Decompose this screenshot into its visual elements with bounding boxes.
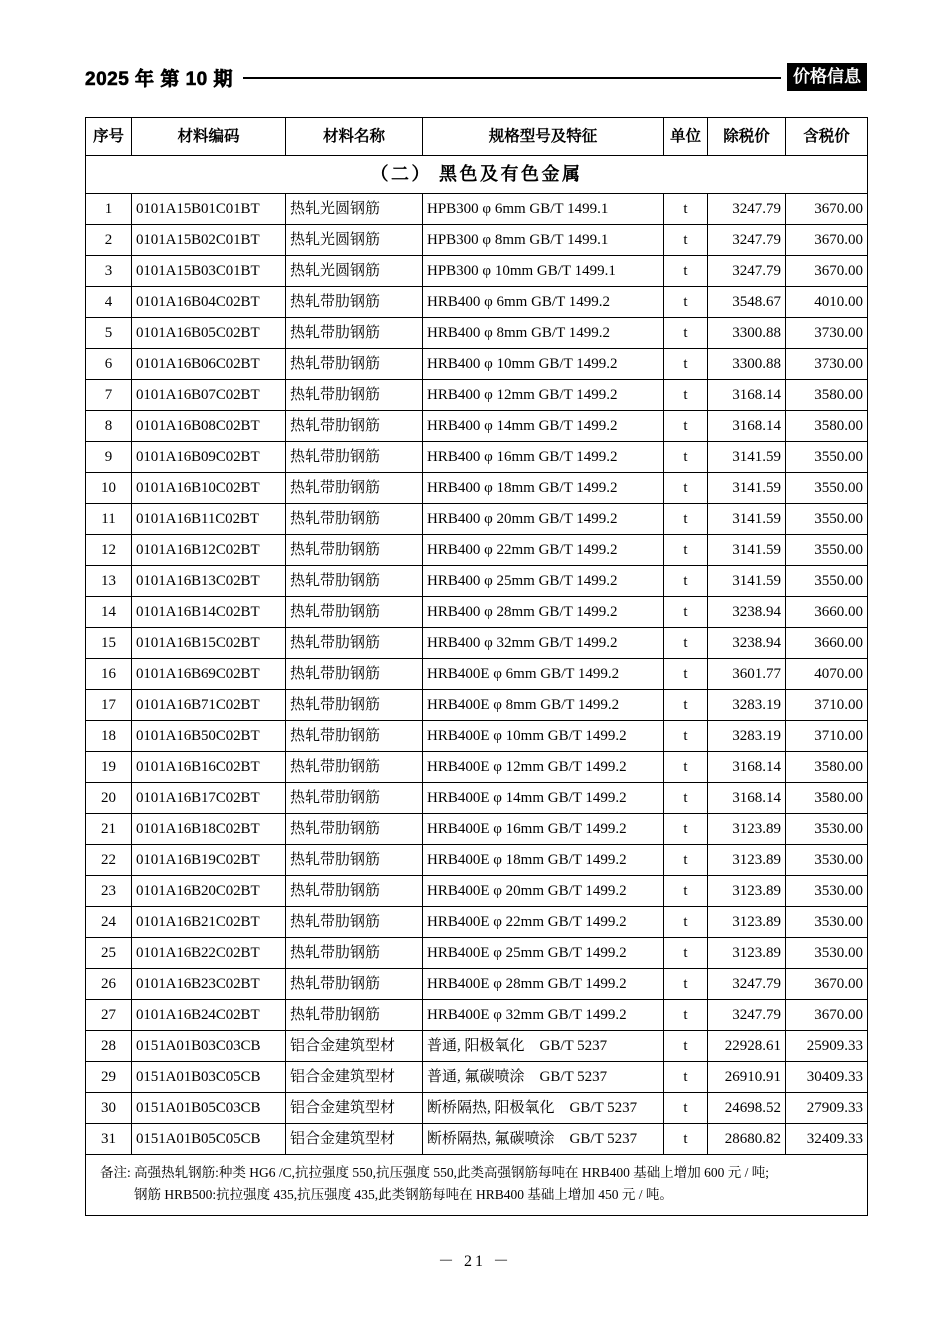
table-row [86,1093,868,1124]
cell-name: 热轧带肋钢筋 [286,814,423,845]
cell-spec: HRB400 φ 22mm GB/T 1499.2 [423,535,664,566]
cell-seq: 24 [86,907,132,938]
cell-code: 0101A16B14C02BT [132,597,286,628]
table-row [86,194,868,225]
cell-seq: 10 [86,473,132,504]
cell-ex-tax: 3123.89 [708,845,786,876]
cell-code: 0101A16B12C02BT [132,535,286,566]
cell-unit: t [664,1062,708,1093]
cell-unit: t [664,876,708,907]
cell-seq: 8 [86,411,132,442]
cell-ex-tax: 3238.94 [708,628,786,659]
publication-badge: 价格信息 [787,63,867,91]
running-header [85,62,867,92]
cell-ex-tax: 3123.89 [708,907,786,938]
cell-seq: 29 [86,1062,132,1093]
table-row [86,597,868,628]
cell-seq: 9 [86,442,132,473]
cell-name: 热轧带肋钢筋 [286,349,423,380]
table-row [86,225,868,256]
cell-code: 0101A16B21C02BT [132,907,286,938]
cell-seq: 2 [86,225,132,256]
cell-name: 热轧带肋钢筋 [286,535,423,566]
cell-unit: t [664,938,708,969]
table-row [86,690,868,721]
cell-ex-tax: 3123.89 [708,938,786,969]
cell-code: 0101A16B50C02BT [132,721,286,752]
cell-seq: 21 [86,814,132,845]
cell-spec: HPB300 φ 8mm GB/T 1499.1 [423,225,664,256]
section-title: （二） 黑色及有色金属 [86,156,868,194]
cell-spec: HRB400E φ 20mm GB/T 1499.2 [423,876,664,907]
cell-name: 热轧带肋钢筋 [286,318,423,349]
cell-name: 热轧带肋钢筋 [286,473,423,504]
cell-spec: 普通, 氟碳喷涂 GB/T 5237 [423,1062,664,1093]
cell-name: 热轧带肋钢筋 [286,628,423,659]
cell-seq: 25 [86,938,132,969]
cell-ex-tax: 3168.14 [708,380,786,411]
note-line-2: 钢筋 HRB500:抗拉强度 435,抗压强度 435,此类钢筋每吨在 HRB400 基础上增加 450 元 / 吨。 [134,1187,673,1203]
cell-name: 铝合金建筑型材 [286,1031,423,1062]
cell-unit: t [664,473,708,504]
column-header-inc-tax: 含税价 [786,118,868,156]
cell-ex-tax: 3247.79 [708,256,786,287]
table-row [86,504,868,535]
cell-seq: 5 [86,318,132,349]
cell-inc-tax: 3580.00 [786,752,868,783]
cell-code: 0101A16B05C02BT [132,318,286,349]
cell-inc-tax: 27909.33 [786,1093,868,1124]
cell-seq: 12 [86,535,132,566]
cell-inc-tax: 3580.00 [786,411,868,442]
cell-name: 热轧光圆钢筋 [286,194,423,225]
cell-ex-tax: 3247.79 [708,225,786,256]
cell-unit: t [664,752,708,783]
section-title-row [86,156,868,194]
cell-code: 0101A16B10C02BT [132,473,286,504]
cell-seq: 1 [86,194,132,225]
table-row [86,1124,868,1155]
cell-seq: 4 [86,287,132,318]
column-header-unit: 单位 [664,118,708,156]
cell-name: 热轧带肋钢筋 [286,287,423,318]
cell-seq: 31 [86,1124,132,1155]
cell-name: 热轧带肋钢筋 [286,566,423,597]
table-row [86,256,868,287]
table-row [86,814,868,845]
cell-seq: 19 [86,752,132,783]
cell-spec: HRB400E φ 18mm GB/T 1499.2 [423,845,664,876]
table-body [86,156,868,1155]
cell-ex-tax: 24698.52 [708,1093,786,1124]
table-row [86,969,868,1000]
cell-spec: HRB400E φ 10mm GB/T 1499.2 [423,721,664,752]
cell-ex-tax: 3283.19 [708,690,786,721]
table-row [86,845,868,876]
table-row [86,535,868,566]
note-line-1: 备注: 高强热轧钢筋:种类 HG6 /C,抗拉强度 550,抗压强度 550,此类高强钢筋每吨在 HRB400 基础上增加 600 元 / 吨; [100,1165,770,1180]
cell-unit: t [664,380,708,411]
cell-spec: HRB400E φ 14mm GB/T 1499.2 [423,783,664,814]
cell-name: 热轧带肋钢筋 [286,938,423,969]
cell-name: 热轧带肋钢筋 [286,659,423,690]
page-number: － 21 － [437,1253,512,1270]
cell-name: 热轧带肋钢筋 [286,442,423,473]
cell-unit: t [664,225,708,256]
cell-spec: HRB400E φ 32mm GB/T 1499.2 [423,1000,664,1031]
cell-spec: HRB400E φ 28mm GB/T 1499.2 [423,969,664,1000]
table-row [86,659,868,690]
cell-name: 铝合金建筑型材 [286,1062,423,1093]
cell-code: 0101A16B06C02BT [132,349,286,380]
cell-unit: t [664,597,708,628]
cell-seq: 6 [86,349,132,380]
cell-spec: HRB400 φ 8mm GB/T 1499.2 [423,318,664,349]
cell-name: 热轧带肋钢筋 [286,969,423,1000]
cell-spec: HRB400 φ 32mm GB/T 1499.2 [423,628,664,659]
cell-spec: HRB400E φ 16mm GB/T 1499.2 [423,814,664,845]
cell-spec: HRB400E φ 22mm GB/T 1499.2 [423,907,664,938]
cell-ex-tax: 3548.67 [708,287,786,318]
cell-code: 0101A15B03C01BT [132,256,286,287]
cell-unit: t [664,721,708,752]
table-row [86,876,868,907]
cell-inc-tax: 4010.00 [786,287,868,318]
cell-inc-tax: 30409.33 [786,1062,868,1093]
cell-ex-tax: 3141.59 [708,535,786,566]
cell-code: 0101A16B13C02BT [132,566,286,597]
table-row [86,1031,868,1062]
cell-code: 0101A15B02C01BT [132,225,286,256]
cell-inc-tax: 3530.00 [786,938,868,969]
table-header-row [86,118,868,156]
cell-seq: 30 [86,1093,132,1124]
table-row [86,411,868,442]
cell-ex-tax: 3168.14 [708,752,786,783]
cell-seq: 14 [86,597,132,628]
cell-unit: t [664,1093,708,1124]
cell-name: 热轧带肋钢筋 [286,1000,423,1031]
cell-spec: HRB400E φ 8mm GB/T 1499.2 [423,690,664,721]
cell-spec: 普通, 阳极氧化 GB/T 5237 [423,1031,664,1062]
cell-inc-tax: 3550.00 [786,473,868,504]
price-table [85,117,868,1216]
cell-seq: 18 [86,721,132,752]
cell-code: 0101A16B18C02BT [132,814,286,845]
cell-code: 0101A16B19C02BT [132,845,286,876]
cell-ex-tax: 28680.82 [708,1124,786,1155]
cell-unit: t [664,411,708,442]
cell-ex-tax: 3123.89 [708,876,786,907]
cell-inc-tax: 3710.00 [786,721,868,752]
cell-ex-tax: 3141.59 [708,504,786,535]
table-row [86,318,868,349]
cell-inc-tax: 3580.00 [786,783,868,814]
cell-inc-tax: 3580.00 [786,380,868,411]
cell-inc-tax: 3730.00 [786,349,868,380]
cell-spec: 断桥隔热, 氟碳喷涂 GB/T 5237 [423,1124,664,1155]
cell-code: 0101A15B01C01BT [132,194,286,225]
cell-spec: HRB400 φ 25mm GB/T 1499.2 [423,566,664,597]
cell-unit: t [664,659,708,690]
cell-seq: 15 [86,628,132,659]
cell-name: 热轧带肋钢筋 [286,721,423,752]
cell-ex-tax: 3300.88 [708,349,786,380]
table-row [86,938,868,969]
column-header-seq: 序号 [86,118,132,156]
cell-seq: 23 [86,876,132,907]
cell-code: 0101A16B17C02BT [132,783,286,814]
cell-ex-tax: 3300.88 [708,318,786,349]
cell-ex-tax: 3283.19 [708,721,786,752]
cell-unit: t [664,318,708,349]
cell-inc-tax: 4070.00 [786,659,868,690]
table-row [86,907,868,938]
cell-inc-tax: 3660.00 [786,597,868,628]
cell-unit: t [664,535,708,566]
cell-name: 热轧带肋钢筋 [286,690,423,721]
cell-ex-tax: 3238.94 [708,597,786,628]
column-header-name: 材料名称 [286,118,423,156]
cell-unit: t [664,1124,708,1155]
cell-ex-tax: 3141.59 [708,566,786,597]
cell-code: 0101A16B04C02BT [132,287,286,318]
cell-inc-tax: 3660.00 [786,628,868,659]
cell-spec: HRB400 φ 28mm GB/T 1499.2 [423,597,664,628]
cell-unit: t [664,194,708,225]
table-row [86,1000,868,1031]
cell-ex-tax: 3247.79 [708,1000,786,1031]
cell-inc-tax: 3530.00 [786,814,868,845]
cell-inc-tax: 3550.00 [786,442,868,473]
cell-code: 0151A01B03C05CB [132,1062,286,1093]
cell-code: 0101A16B71C02BT [132,690,286,721]
cell-name: 热轧带肋钢筋 [286,380,423,411]
cell-inc-tax: 3550.00 [786,566,868,597]
cell-inc-tax: 3670.00 [786,969,868,1000]
cell-unit: t [664,566,708,597]
cell-inc-tax: 3670.00 [786,256,868,287]
cell-seq: 11 [86,504,132,535]
table-row [86,380,868,411]
cell-seq: 20 [86,783,132,814]
cell-ex-tax: 3141.59 [708,473,786,504]
cell-inc-tax: 3530.00 [786,876,868,907]
cell-name: 热轧光圆钢筋 [286,225,423,256]
cell-ex-tax: 26910.91 [708,1062,786,1093]
column-header-spec: 规格型号及特征 [423,118,664,156]
cell-unit: t [664,256,708,287]
cell-code: 0101A16B07C02BT [132,380,286,411]
cell-unit: t [664,845,708,876]
table-row [86,442,868,473]
header-rule [243,77,781,79]
cell-spec: HRB400E φ 12mm GB/T 1499.2 [423,752,664,783]
cell-spec: HRB400 φ 16mm GB/T 1499.2 [423,442,664,473]
cell-inc-tax: 3670.00 [786,194,868,225]
table-row [86,721,868,752]
cell-spec: HRB400 φ 20mm GB/T 1499.2 [423,504,664,535]
cell-spec: HRB400 φ 18mm GB/T 1499.2 [423,473,664,504]
cell-ex-tax: 3247.79 [708,194,786,225]
cell-code: 0151A01B05C05CB [132,1124,286,1155]
cell-name: 热轧光圆钢筋 [286,256,423,287]
cell-name: 热轧带肋钢筋 [286,411,423,442]
cell-name: 热轧带肋钢筋 [286,907,423,938]
cell-name: 热轧带肋钢筋 [286,876,423,907]
cell-seq: 28 [86,1031,132,1062]
cell-name: 铝合金建筑型材 [286,1124,423,1155]
cell-code: 0151A01B05C03CB [132,1093,286,1124]
cell-seq: 27 [86,1000,132,1031]
cell-code: 0151A01B03C03CB [132,1031,286,1062]
cell-unit: t [664,504,708,535]
table-row [86,349,868,380]
cell-name: 热轧带肋钢筋 [286,597,423,628]
cell-name: 热轧带肋钢筋 [286,752,423,783]
table-row [86,783,868,814]
table-row [86,287,868,318]
cell-code: 0101A16B08C02BT [132,411,286,442]
cell-name: 铝合金建筑型材 [286,1093,423,1124]
cell-inc-tax: 3550.00 [786,504,868,535]
cell-code: 0101A16B16C02BT [132,752,286,783]
cell-spec: HRB400 φ 6mm GB/T 1499.2 [423,287,664,318]
table-row [86,752,868,783]
cell-unit: t [664,1000,708,1031]
cell-inc-tax: 32409.33 [786,1124,868,1155]
note-row [86,1155,868,1216]
cell-ex-tax: 3601.77 [708,659,786,690]
cell-name: 热轧带肋钢筋 [286,845,423,876]
cell-code: 0101A16B09C02BT [132,442,286,473]
cell-unit: t [664,287,708,318]
cell-code: 0101A16B24C02BT [132,1000,286,1031]
cell-seq: 3 [86,256,132,287]
cell-ex-tax: 3247.79 [708,969,786,1000]
cell-ex-tax: 3123.89 [708,814,786,845]
cell-spec: HRB400 φ 12mm GB/T 1499.2 [423,380,664,411]
cell-inc-tax: 25909.33 [786,1031,868,1062]
cell-inc-tax: 3530.00 [786,845,868,876]
column-header-ex-tax: 除税价 [708,118,786,156]
cell-unit: t [664,349,708,380]
table-row [86,473,868,504]
cell-code: 0101A16B11C02BT [132,504,286,535]
cell-ex-tax: 3168.14 [708,411,786,442]
cell-code: 0101A16B15C02BT [132,628,286,659]
cell-ex-tax: 3168.14 [708,783,786,814]
table-row [86,628,868,659]
cell-name: 热轧带肋钢筋 [286,504,423,535]
issue-label: 2025 年 第 10 期 [85,68,234,90]
table-row [86,566,868,597]
cell-seq: 22 [86,845,132,876]
cell-unit: t [664,628,708,659]
cell-inc-tax: 3710.00 [786,690,868,721]
cell-seq: 17 [86,690,132,721]
cell-unit: t [664,907,708,938]
cell-spec: HRB400 φ 14mm GB/T 1499.2 [423,411,664,442]
cell-unit: t [664,783,708,814]
cell-ex-tax: 3141.59 [708,442,786,473]
cell-spec: HPB300 φ 10mm GB/T 1499.1 [423,256,664,287]
cell-spec: HRB400 φ 10mm GB/T 1499.2 [423,349,664,380]
cell-inc-tax: 3530.00 [786,907,868,938]
cell-inc-tax: 3670.00 [786,225,868,256]
cell-seq: 7 [86,380,132,411]
cell-inc-tax: 3670.00 [786,1000,868,1031]
cell-unit: t [664,1031,708,1062]
table-header [86,118,868,156]
cell-seq: 16 [86,659,132,690]
column-header-code: 材料编码 [132,118,286,156]
note-cell [86,1155,868,1216]
cell-unit: t [664,969,708,1000]
cell-seq: 13 [86,566,132,597]
cell-inc-tax: 3730.00 [786,318,868,349]
cell-seq: 26 [86,969,132,1000]
cell-spec: HRB400E φ 25mm GB/T 1499.2 [423,938,664,969]
cell-spec: 断桥隔热, 阳极氧化 GB/T 5237 [423,1093,664,1124]
table-row [86,1062,868,1093]
cell-unit: t [664,814,708,845]
table-footer [86,1155,868,1216]
cell-unit: t [664,690,708,721]
cell-code: 0101A16B69C02BT [132,659,286,690]
cell-ex-tax: 22928.61 [708,1031,786,1062]
cell-spec: HRB400E φ 6mm GB/T 1499.2 [423,659,664,690]
cell-spec: HPB300 φ 6mm GB/T 1499.1 [423,194,664,225]
cell-unit: t [664,442,708,473]
cell-inc-tax: 3550.00 [786,535,868,566]
cell-code: 0101A16B23C02BT [132,969,286,1000]
cell-code: 0101A16B20C02BT [132,876,286,907]
cell-code: 0101A16B22C02BT [132,938,286,969]
cell-name: 热轧带肋钢筋 [286,783,423,814]
